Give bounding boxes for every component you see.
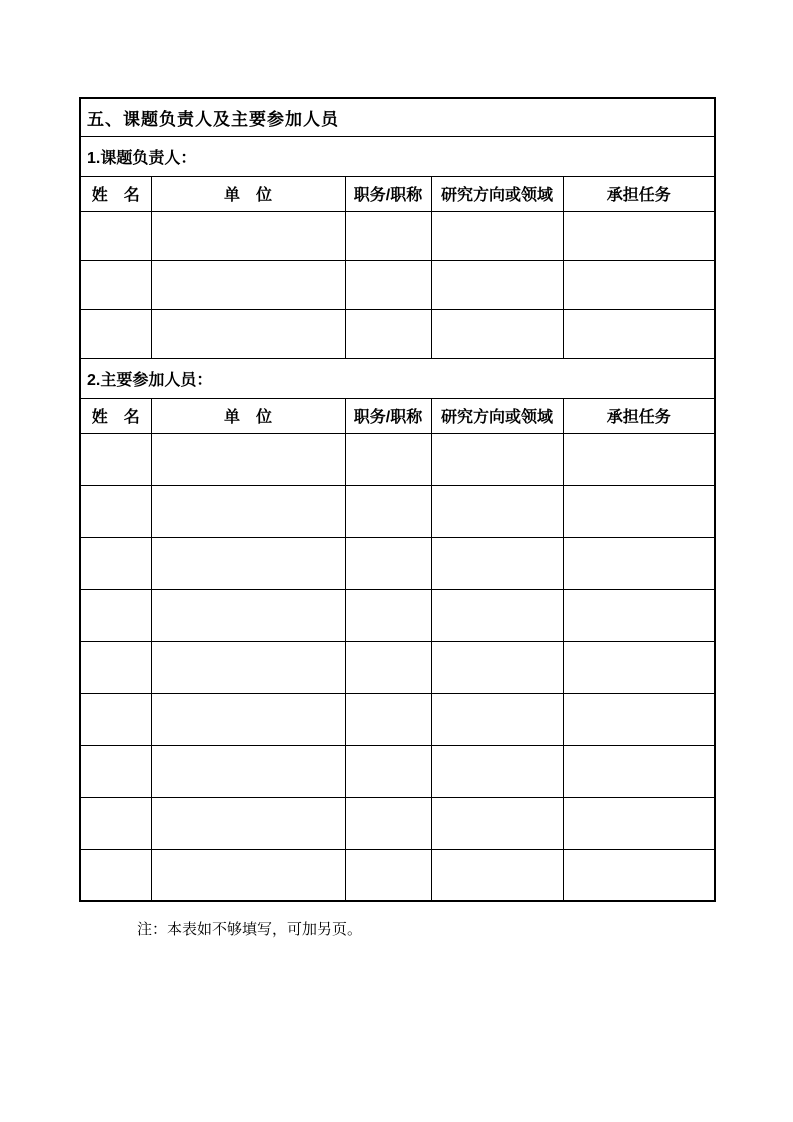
section1-header-row xyxy=(80,176,715,211)
section1-label: 1.课题负责人： xyxy=(80,136,715,176)
empty-cell xyxy=(345,211,431,260)
empty-cell xyxy=(431,797,563,849)
column-header-position: 职务/职称 xyxy=(345,398,431,433)
table-row xyxy=(80,745,715,797)
empty-cell xyxy=(563,745,715,797)
empty-cell xyxy=(431,693,563,745)
empty-cell xyxy=(345,309,431,358)
table-row xyxy=(80,485,715,537)
empty-cell xyxy=(345,693,431,745)
form-title: 五、课题负责人及主要参加人员 xyxy=(80,98,715,136)
column-header-name: 姓 名 xyxy=(80,398,151,433)
empty-cell xyxy=(151,260,345,309)
empty-cell xyxy=(563,693,715,745)
empty-cell xyxy=(151,693,345,745)
form-title-row xyxy=(80,98,715,136)
table-row xyxy=(80,537,715,589)
empty-cell xyxy=(151,537,345,589)
empty-cell xyxy=(345,745,431,797)
column-header-research-field: 研究方向或领域 xyxy=(431,176,563,211)
empty-cell xyxy=(431,260,563,309)
empty-cell xyxy=(80,641,151,693)
empty-cell xyxy=(563,433,715,485)
column-header-name: 姓 名 xyxy=(80,176,151,211)
empty-cell xyxy=(80,485,151,537)
empty-cell xyxy=(563,797,715,849)
empty-cell xyxy=(80,745,151,797)
table-row xyxy=(80,260,715,309)
empty-cell xyxy=(80,797,151,849)
empty-cell xyxy=(80,537,151,589)
empty-cell xyxy=(345,797,431,849)
empty-cell xyxy=(80,260,151,309)
table-row xyxy=(80,211,715,260)
section2-header-row xyxy=(80,398,715,433)
empty-cell xyxy=(345,641,431,693)
section1-label-row xyxy=(80,136,715,176)
empty-cell xyxy=(80,211,151,260)
section2-body xyxy=(80,433,715,901)
empty-cell xyxy=(563,309,715,358)
column-header-task: 承担任务 xyxy=(563,398,715,433)
empty-cell xyxy=(80,693,151,745)
empty-cell xyxy=(80,589,151,641)
empty-cell xyxy=(151,309,345,358)
table-row xyxy=(80,797,715,849)
empty-cell xyxy=(431,537,563,589)
empty-cell xyxy=(431,211,563,260)
empty-cell xyxy=(151,485,345,537)
column-header-position: 职务/职称 xyxy=(345,176,431,211)
empty-cell xyxy=(431,745,563,797)
personnel-form-table xyxy=(79,97,716,902)
empty-cell xyxy=(345,849,431,901)
empty-cell xyxy=(151,849,345,901)
column-header-task: 承担任务 xyxy=(563,176,715,211)
section1-body xyxy=(80,211,715,358)
empty-cell xyxy=(563,211,715,260)
empty-cell xyxy=(151,797,345,849)
section2-label-row xyxy=(80,358,715,398)
footnote: 注：本表如不够填写，可加另页。 xyxy=(137,922,363,938)
empty-cell xyxy=(431,589,563,641)
empty-cell xyxy=(80,433,151,485)
table-row xyxy=(80,849,715,901)
empty-cell xyxy=(151,589,345,641)
empty-cell xyxy=(345,433,431,485)
empty-cell xyxy=(151,641,345,693)
empty-cell xyxy=(563,641,715,693)
table-row xyxy=(80,693,715,745)
table-row xyxy=(80,641,715,693)
empty-cell xyxy=(345,260,431,309)
table-row xyxy=(80,309,715,358)
empty-cell xyxy=(431,309,563,358)
empty-cell xyxy=(563,537,715,589)
empty-cell xyxy=(80,309,151,358)
section2-head xyxy=(80,358,715,433)
empty-cell xyxy=(345,589,431,641)
empty-cell xyxy=(431,849,563,901)
column-header-unit: 单 位 xyxy=(151,398,345,433)
empty-cell xyxy=(151,745,345,797)
empty-cell xyxy=(80,849,151,901)
empty-cell xyxy=(345,537,431,589)
empty-cell xyxy=(431,485,563,537)
column-header-research-field: 研究方向或领域 xyxy=(431,398,563,433)
table-row xyxy=(80,589,715,641)
empty-cell xyxy=(431,433,563,485)
empty-cell xyxy=(563,849,715,901)
empty-cell xyxy=(431,641,563,693)
section2-label: 2.主要参加人员： xyxy=(80,358,715,398)
empty-cell xyxy=(345,485,431,537)
column-header-unit: 单 位 xyxy=(151,176,345,211)
table-row xyxy=(80,433,715,485)
empty-cell xyxy=(563,260,715,309)
empty-cell xyxy=(563,589,715,641)
title-section xyxy=(80,98,715,211)
empty-cell xyxy=(151,211,345,260)
empty-cell xyxy=(151,433,345,485)
empty-cell xyxy=(563,485,715,537)
